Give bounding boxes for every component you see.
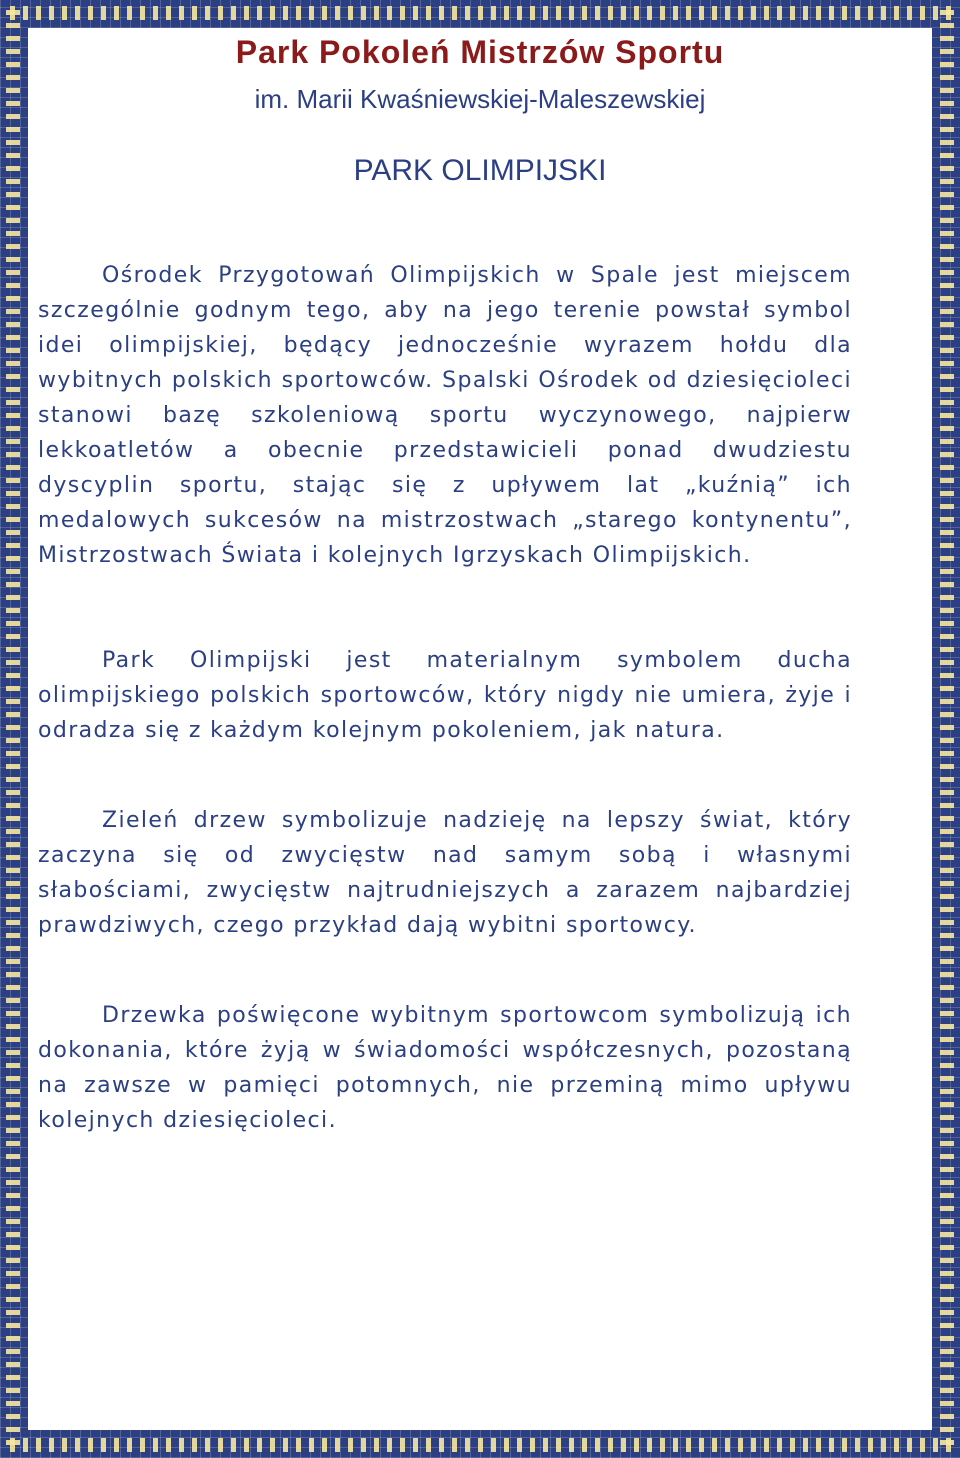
paragraph-dedication: Drzewka poświęcone wybitnym sportowcom symbolizują ich dokonania, które żyją w świadomości współczesnych, pozostaną na zawsze w pamięci potomnych, nie przeminą mimo upływu kolejnych dziesięcioleci. — [38, 1003, 852, 1133]
paragraph-trees: Zieleń drzew symbolizuje nadzieję na lepszy świat, który zaczyna się od zwycięstw nad samym sobą i własnymi słabościami, zwycięstw najtrudniejszych a zarazem najbardziej prawdziwych, czego przykład dają wybitni sportowcy. — [38, 808, 852, 938]
border-wave-left — [6, 6, 20, 1452]
border-wave-right — [940, 6, 954, 1452]
paragraph-park: Park Olimpijski jest materialnym symbolem ducha olimpijskiego polskich sportowców, który nigdy nie umiera, żyje i odradza się z każdym kolejnym pokoleniem, jak natura. — [38, 648, 852, 743]
page-subtitle: im. Marii Kwaśniewskiej-Maleszewskiej — [254, 84, 706, 114]
section-heading: PARK OLIMPIJSKI — [353, 154, 607, 187]
border-wave-top — [6, 6, 954, 20]
border-wave-bottom — [6, 1438, 954, 1452]
paragraph-intro: Ośrodek Przygotowań Olimpijskich w Spale jest miejscem szczególnie godnym tego, aby na jego terenie powstał symbol idei olimpijskiej, będący jednocześnie wyrazem hołdu dla wybitnych polskich sportowców. Spalski Ośrodek od dziesięcioleci stanowi bazę szkoleniową sportu wyczynowego, najpierw lekkoatletów a obecnie przedstawicieli ponad dwudziestu dyscyplin sportu, stając się z upływem lat „kuźnią” ich medalowych sukcesów na mistrzostwach „starego kontynentu”, Mistrzostwach Świata i kolejnych Igrzyskach Olimpijskich. — [38, 263, 852, 568]
page-title: Park Pokoleń Mistrzów Sportu — [235, 34, 725, 70]
